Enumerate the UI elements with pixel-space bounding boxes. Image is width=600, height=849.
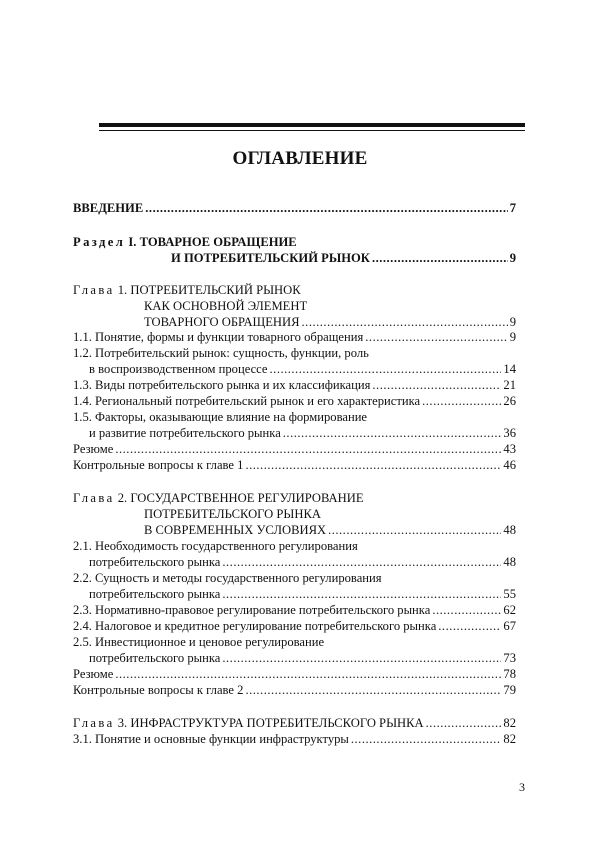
toc-entry-label: Контрольные вопросы к главе 2 (73, 683, 244, 697)
dot-leader (115, 441, 501, 457)
toc-entry-2-4[interactable] (73, 618, 516, 634)
dot-leader (270, 361, 502, 377)
toc-entry-page: 46 (503, 458, 516, 472)
toc-entry-chapter2[interactable] (144, 522, 516, 538)
toc-entry-page: 78 (503, 667, 516, 681)
dot-leader (372, 250, 508, 266)
chapter-number: 1. (117, 283, 128, 297)
dot-leader (115, 666, 501, 682)
toc-entry-page: 36 (503, 426, 516, 440)
toc-entry-page: 9 (509, 315, 516, 329)
section-heading-line1 (73, 234, 297, 250)
chapter-prefix: Глава (73, 491, 115, 505)
dot-leader (283, 425, 502, 441)
toc-entry-page: 26 (503, 394, 516, 408)
dot-leader (351, 731, 502, 747)
dot-leader (145, 200, 507, 216)
toc-entry-label: 1.1. Понятие, формы и функции товарного обращения (73, 330, 364, 344)
chapter-prefix: Глава (73, 283, 115, 297)
toc-entry-page: 82 (503, 716, 516, 730)
top-thick-rule (99, 123, 525, 127)
dot-leader (222, 586, 501, 602)
toc-entry-page: 48 (503, 523, 516, 537)
toc-entry-1-2[interactable] (89, 361, 516, 377)
toc-entry-page: 14 (503, 362, 516, 376)
section-title-line2: И ПОТРЕБИТЕЛЬСКИЙ РЫНОК (171, 251, 370, 265)
toc-entry-section1[interactable] (171, 250, 516, 266)
toc-entry-label: 3.1. Понятие и основные функции инфраструктуры (73, 732, 349, 746)
toc-entry-label: потребительского рынка (89, 587, 221, 601)
toc-entry-label: Резюме (73, 667, 114, 681)
toc-entry-summary-1[interactable] (73, 441, 516, 457)
toc-entry-label: потребительского рынка (89, 555, 221, 569)
dot-leader (222, 650, 501, 666)
toc-entry-1-4[interactable] (73, 393, 516, 409)
toc-entry-1-2-line1: 1.2. Потребительский рынок: сущность, функции, роль (73, 346, 369, 360)
toc-entry-label: 1.4. Региональный потребительский рынок и его характеристика (73, 394, 421, 408)
chapter3-heading (73, 715, 424, 731)
toc-entry-1-5-line1: 1.5. Факторы, оказывающие влияние на формирование (73, 410, 368, 424)
toc-entry-page: 7 (509, 201, 516, 215)
dot-leader (245, 682, 501, 698)
toc-entry-label: потребительского рынка (89, 651, 221, 665)
dot-leader (365, 329, 507, 345)
dot-leader (245, 457, 501, 473)
toc-entry-chapter3[interactable] (73, 715, 516, 731)
toc-entry-label: Резюме (73, 442, 114, 456)
dot-leader (432, 602, 501, 618)
toc-entry-1-3[interactable] (73, 377, 516, 393)
toc-entry-page: 79 (503, 683, 516, 697)
toc-entry-page: 9 (509, 330, 516, 344)
chapter1-heading-line1 (73, 282, 301, 298)
toc-entry-page: 9 (509, 251, 516, 265)
section-number: I. (128, 235, 137, 249)
toc-entry-page: 82 (503, 732, 516, 746)
toc-entry-label: 2.3. Нормативно-правовое регулирование потребительского рынка (73, 603, 431, 617)
toc-entry-page: 48 (503, 555, 516, 569)
toc-entry-page: 43 (503, 442, 516, 456)
dot-leader (438, 618, 501, 634)
chapter-prefix: Глава (73, 716, 115, 730)
toc-entry-3-1[interactable] (73, 731, 516, 747)
toc-entry-2-3[interactable] (73, 602, 516, 618)
toc-entry-2-2-line1: 2.2. Сущность и методы государственного регулирования (73, 571, 382, 585)
dot-leader (426, 715, 502, 731)
dot-leader (422, 393, 501, 409)
dot-leader (222, 554, 501, 570)
page-number: 3 (519, 780, 525, 794)
dot-leader (372, 377, 501, 393)
chapter-title-line3: ТОВАРНОГО ОБРАЩЕНИЯ (144, 315, 300, 329)
toc-entry-questions-2[interactable] (73, 682, 516, 698)
toc-entry-2-2[interactable] (89, 586, 516, 602)
toc-entry-summary-2[interactable] (73, 666, 516, 682)
toc-entry-label: 1.3. Виды потребительского рынка и их классификация (73, 378, 371, 392)
toc-entry-page: 62 (503, 603, 516, 617)
chapter2-heading-line1 (73, 490, 364, 506)
dot-leader (302, 314, 508, 330)
dot-leader (328, 522, 501, 538)
section-prefix: Раздел (73, 235, 126, 249)
chapter-title-line3: В СОВРЕМЕННЫХ УСЛОВИЯХ (144, 523, 327, 537)
toc-entry-2-5[interactable] (89, 650, 516, 666)
page-title: ОГЛАВЛЕНИЕ (232, 148, 368, 169)
chapter-title-line1: ГОСУДАРСТВЕННОЕ РЕГУЛИРОВАНИЕ (130, 491, 364, 505)
toc-entry-label: Контрольные вопросы к главе 1 (73, 458, 244, 472)
toc-entry-2-5-line1: 2.5. Инвестиционное и ценовое регулирование (73, 635, 325, 649)
toc-entry-label: 2.4. Налоговое и кредитное регулирование потребительского рынка (73, 619, 437, 633)
toc-entry-intro[interactable] (73, 200, 516, 216)
toc-entry-label: ВВЕДЕНИЕ (73, 201, 144, 215)
chapter-number: 3. (117, 716, 128, 730)
top-thin-rule (99, 130, 525, 131)
chapter2-heading-line2: ПОТРЕБИТЕЛЬСКОГО РЫНКА (144, 507, 321, 521)
toc-entry-2-1-line1: 2.1. Необходимость государственного регулирования (73, 539, 358, 553)
toc-entry-page: 55 (503, 587, 516, 601)
chapter-title-line1: ИНФРАСТРУКТУРА ПОТРЕБИТЕЛЬСКОГО РЫНКА (130, 716, 424, 730)
chapter-number: 2. (117, 491, 128, 505)
toc-entry-1-1[interactable] (73, 329, 516, 345)
chapter-title-line1: ПОТРЕБИТЕЛЬСКИЙ РЫНОК (130, 283, 301, 297)
toc-entry-label: и развитие потребительского рынка (89, 426, 281, 440)
chapter1-heading-line2: КАК ОСНОВНОЙ ЭЛЕМЕНТ (144, 299, 308, 313)
toc-entry-page: 73 (503, 651, 516, 665)
toc-entry-questions-1[interactable] (73, 457, 516, 473)
toc-entry-label: в воспроизводственном процессе (89, 362, 268, 376)
toc-entry-chapter1[interactable] (144, 314, 516, 330)
toc-entry-1-5[interactable] (89, 425, 516, 441)
toc-entry-page: 21 (503, 378, 516, 392)
toc-entry-2-1[interactable] (89, 554, 516, 570)
section-title-line1: ТОВАРНОЕ ОБРАЩЕНИЕ (139, 235, 297, 249)
toc-entry-page: 67 (503, 619, 516, 633)
